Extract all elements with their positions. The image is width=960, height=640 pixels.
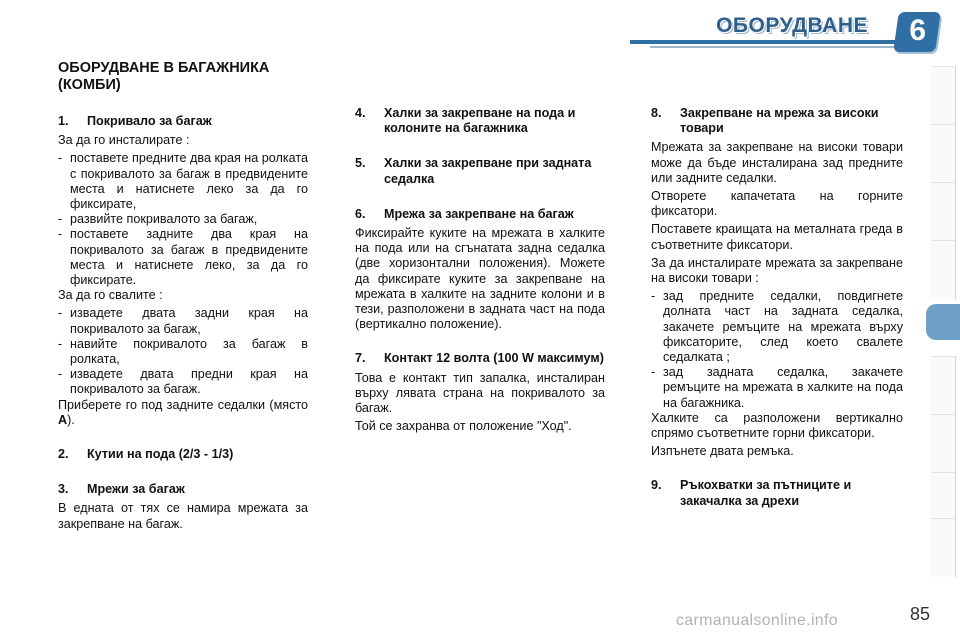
heading-6: 6. Мрежа за закрепване на багаж [355, 206, 574, 221]
side-tab-1[interactable] [931, 66, 956, 125]
install-intro: За да го инсталирате : [58, 133, 190, 148]
remove-step: - навийте покривалото за багаж в ролката, [58, 336, 308, 367]
header-stripe-secondary [650, 46, 900, 48]
heading-text: Покривало за багаж [87, 114, 212, 128]
paragraph: За да инсталирате мрежата за закрепване на високи товари : [651, 255, 903, 286]
remove-step: - извадете двата предни края на покривалото за багаж. [58, 367, 308, 397]
header-stripe [630, 40, 900, 44]
column-1 [58, 60, 308, 535]
side-tab-2[interactable] [931, 124, 956, 183]
section-title: ОБОРУДВАНЕ В БАГАЖНИКА (КОМБИ) [58, 60, 270, 93]
remove-intro: За да го свалите : [58, 288, 163, 303]
column-3 [651, 106, 903, 513]
install-step: - поставете задните два края на покривалото за багаж в предвидените места и натиснете леко, за да го фиксирате. [58, 227, 308, 288]
heading-1 [58, 114, 308, 129]
heading-number: 1. [58, 114, 69, 128]
chapter-title: ОБОРУДВАНЕ [716, 14, 868, 37]
list-item: - зад задната седалка, закачете ремъците на мрежата в халките на пода на багажника. [651, 365, 903, 410]
heading-6-body: Фиксирайте куките на мрежата в халките на пода или на сгънатата задна седалка (две хоризонтални положения). Можете да фиксирате куките за закрепване на мрежата в халките на задните колони и в тези, разположени в задната част на пода (вертикално положение). [355, 226, 605, 332]
heading-4: 4. Халки за закрепване на пода и колоните на багажника [355, 106, 576, 136]
paragraph: Мрежата за закрепване на високи товари може да бъде инсталирана зад предните или задните седалки. [651, 140, 903, 185]
paragraph: Халките са разположени вертикално спрямо съответните горни фиксатори. [651, 410, 903, 441]
heading-3-body: В едната от тях се намира мрежата за закрепване на багаж. [58, 501, 308, 531]
column-2 [355, 106, 605, 437]
side-tab-9[interactable] [931, 518, 956, 577]
paragraph: Отворете капачетата на горните фиксатори. [651, 189, 903, 219]
page-number: 85 [909, 604, 930, 624]
paragraph: Поставете краищата на металната греда в съответните фиксатори. [651, 222, 903, 252]
heading-2: 2. Кутии на пода (2/3 - 1/3) [58, 447, 234, 462]
watermark: carmanualsonline.info [676, 612, 838, 629]
chapter-side-tabs [926, 66, 960, 576]
list-item: - зад предните седалки, повдигнете долната част на задната седалка, закачете ремъците на мрежата върху фиксаторите, след което свалете седалката ; [651, 289, 903, 365]
heading-7: 7. Контакт 12 волта (100 W максимум) [355, 351, 604, 366]
heading-3: 3. Мрежи за багаж [58, 482, 185, 497]
storage-note: Приберете го под задните седалки (място A). [58, 397, 308, 427]
side-tab-6[interactable] [931, 356, 956, 415]
heading-7-body-2: Той се захранва от положение "Ход". [355, 419, 572, 434]
remove-step: - извадете двата задни края на покривалото за багаж, [58, 306, 308, 336]
heading-5: 5. Халки за закрепване при задната седалка [355, 156, 592, 186]
side-tab-4[interactable] [931, 240, 956, 299]
paragraph: Изпънете двата ремъка. [651, 444, 794, 459]
heading-8: 8. Закрепване на мрежа за високи товари [651, 106, 879, 136]
heading-9: 9. Ръкохватки за пътниците и закачалка за дрехи [651, 478, 852, 508]
heading-7-body: Това е контакт тип запалка, инсталиран върху лявата страна на покривалото за багаж. [355, 370, 605, 416]
side-tab-3[interactable] [931, 182, 956, 241]
install-step: - развийте покривалото за багаж, [58, 212, 258, 227]
install-step: - поставете предните два края на ролката с покривалото за багаж в предвидените места и натиснете леко за да го фиксирате, [58, 151, 308, 212]
side-tab-7[interactable] [931, 414, 956, 473]
chapter-number: 6 [909, 14, 926, 47]
side-tab-active[interactable] [926, 304, 960, 340]
